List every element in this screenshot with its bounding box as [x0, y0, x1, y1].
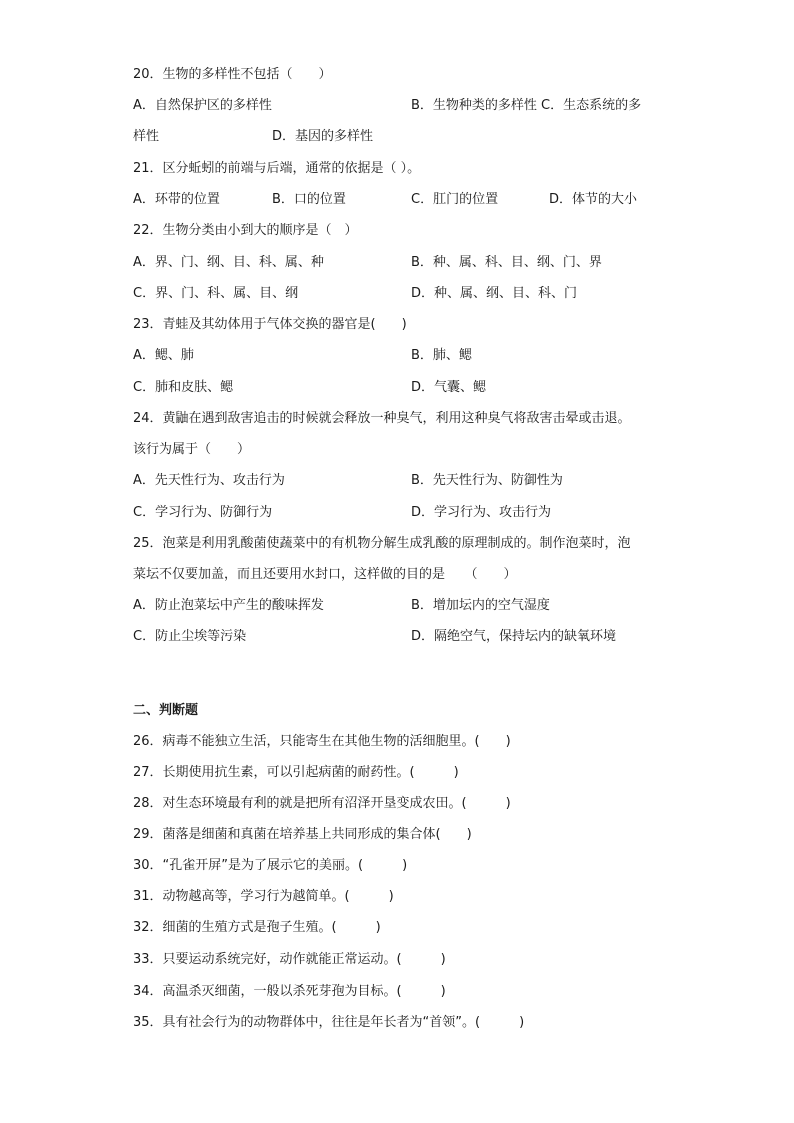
question-20-stem: 20．生物的多样性不包括（ ）	[133, 67, 332, 82]
question-23-option-a: A．鳃、肺	[133, 348, 194, 363]
judge-item: 30．“孔雀开屏”是为了展示它的美丽。( )	[133, 858, 408, 873]
judge-item: 31．动物越高等，学习行为越简单。( )	[133, 889, 394, 904]
question-23-option-b: B．肺、鳃	[411, 348, 472, 363]
question-24-option-c: C．学习行为、防御行为	[133, 505, 273, 520]
question-24-option-b: B．先天性行为、防御性为	[411, 473, 563, 488]
question-24-option-a: A．先天性行为、攻击行为	[133, 473, 285, 488]
question-22-option-c: C．界、门、科、属、目、纲	[133, 286, 299, 301]
judge-item: 35．具有社会行为的动物群体中，往往是年长者为“首领”。( )	[133, 1015, 525, 1030]
question-20-option-d: D．基因的多样性	[272, 129, 374, 144]
question-22-option-d: D．种、属、纲、目、科、门	[411, 286, 578, 301]
question-21-option-c: C．肛门的位置	[411, 192, 499, 207]
question-22-option-a: A．界、门、纲、目、科、属、种	[133, 255, 324, 270]
judge-item: 29．菌落是细菌和真菌在培养基上共同形成的集合体( )	[133, 827, 472, 842]
question-22-stem: 22．生物分类由小到大的顺序是（ ）	[133, 223, 358, 238]
question-24-stem-line-2: 该行为属于（ ）	[133, 442, 251, 457]
judge-item: 34．高温杀灭细菌，一般以杀死芽孢为目标。( )	[133, 984, 446, 999]
question-25-option-c: C．防止尘埃等污染	[133, 629, 247, 644]
question-25-option-b: B．增加坛内的空气湿度	[411, 598, 550, 613]
question-23-option-d: D．气囊、鳃	[411, 380, 487, 395]
question-25-option-a: A．防止泡菜坛中产生的酸味挥发	[133, 598, 324, 613]
judge-item: 32．细菌的生殖方式是孢子生殖。( )	[133, 920, 381, 935]
section-heading-true-false: 二、判断题	[133, 703, 199, 718]
question-25-option-d: D．隔绝空气，保持坛内的缺氧环境	[411, 629, 617, 644]
question-25-stem-line-1: 25．泡菜是利用乳酸菌使蔬菜中的有机物分解生成乳酸的原理制成的。制作泡菜时，泡	[133, 536, 631, 551]
question-25-stem-line-2: 菜坛不仅要加盖，而且还要用水封口，这样做的目的是 （ ）	[133, 567, 517, 582]
judge-item: 27．长期使用抗生素，可以引起病菌的耐药性。( )	[133, 765, 459, 780]
question-20-option-b: B．生物种类的多样性 C．生态系统的多	[411, 98, 642, 113]
question-23-stem: 23．青蛙及其幼体用于气体交换的器官是( )	[133, 317, 407, 332]
judge-item: 26．病毒不能独立生活，只能寄生在其他生物的活细胞里。( )	[133, 734, 511, 749]
question-21-option-d: D．体节的大小	[549, 192, 638, 207]
question-21-option-b: B．口的位置	[272, 192, 346, 207]
question-22-option-b: B．种、属、科、目、纲、门、界	[411, 255, 602, 270]
question-21-stem: 21．区分蚯蚓的前端与后端，通常的依据是（ ）。	[133, 161, 421, 176]
question-23-option-c: C．肺和皮肤、鳃	[133, 380, 234, 395]
judge-item: 28．对生态环境最有利的就是把所有沼泽开垦变成农田。( )	[133, 796, 511, 811]
question-24-stem-line-1: 24．黄鼬在遇到敌害追击的时候就会释放一种臭气，利用这种臭气将敌害击晕或击退。	[133, 411, 631, 426]
judge-item: 33．只要运动系统完好，动作就能正常运动。( )	[133, 952, 446, 967]
question-21-option-a: A．环带的位置	[133, 192, 220, 207]
question-20-option-c-continued: 样性	[133, 129, 160, 144]
question-24-option-d: D．学习行为、攻击行为	[411, 505, 552, 520]
question-20-option-a: A．自然保护区的多样性	[133, 98, 272, 113]
